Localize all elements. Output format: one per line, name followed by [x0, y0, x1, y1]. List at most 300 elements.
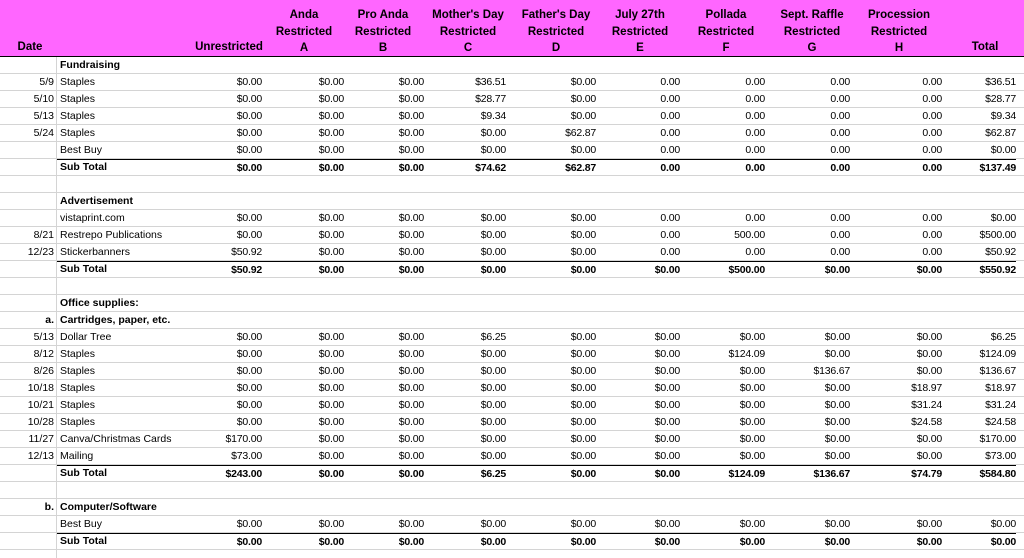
col-b-cell[interactable]: $0.00 — [398, 450, 424, 462]
header-col-e-l3: E — [636, 42, 644, 54]
col-c-cell[interactable]: $6.25 — [480, 331, 506, 343]
total-cell[interactable]: $28.77 — [985, 93, 1016, 105]
total-cell[interactable]: $73.00 — [985, 450, 1016, 462]
col-a-cell[interactable]: $0.00 — [318, 93, 344, 105]
col-c-cell[interactable]: $0.00 — [480, 382, 506, 394]
header-col-b[interactable] — [343, 7, 423, 57]
col-a-cell[interactable]: $0.00 — [318, 518, 344, 530]
total-cell[interactable]: $0.00 — [990, 212, 1016, 224]
description-cell[interactable]: Sub Total — [60, 535, 108, 547]
col-g-cell[interactable]: $0.00 — [824, 331, 850, 343]
col-e-cell[interactable]: 0.00 — [660, 144, 680, 156]
col-b-cell[interactable]: $0.00 — [398, 127, 424, 139]
total-cell[interactable]: $170.00 — [979, 433, 1016, 445]
date-cell[interactable]: 8/21 — [33, 229, 54, 241]
col-h-cell[interactable]: 0.00 — [922, 127, 942, 139]
header-col-g-l3: G — [807, 42, 817, 54]
col-h-cell[interactable]: $0.00 — [868, 261, 942, 278]
col-d-cell[interactable]: $0.00 — [570, 246, 596, 258]
col-a-cell[interactable]: $0.00 — [318, 450, 344, 462]
col-e-cell[interactable]: $0.00 — [654, 365, 680, 377]
date-cell[interactable]: 5/24 — [33, 127, 54, 139]
col-d-cell[interactable]: $0.00 — [570, 450, 596, 462]
date-cell[interactable]: 8/12 — [33, 348, 54, 360]
col-d-cell[interactable]: $0.00 — [570, 212, 596, 224]
col-e-cell[interactable]: $0.00 — [606, 533, 680, 550]
date-cell[interactable] — [0, 210, 56, 227]
description-cell[interactable]: Stickerbanners — [60, 246, 131, 258]
col-g-cell[interactable]: 0.00 — [830, 229, 850, 241]
date-cell[interactable]: 5/10 — [33, 93, 54, 105]
col-h-cell[interactable]: 0.00 — [922, 93, 942, 105]
section-label[interactable]: Advertisement — [60, 195, 133, 207]
subtotal-rule — [57, 533, 1016, 534]
col-d-cell[interactable]: $0.00 — [570, 365, 596, 377]
unrestricted-cell[interactable]: $0.00 — [236, 331, 262, 343]
col-f-cell[interactable]: 0.00 — [745, 93, 765, 105]
blank-row — [0, 482, 1024, 499]
table-row — [0, 210, 1024, 227]
header-col-a-l2: Restricted — [275, 25, 333, 38]
col-h-cell[interactable]: $0.00 — [916, 450, 942, 462]
col-c-cell[interactable]: $9.34 — [480, 110, 506, 122]
unrestricted-cell[interactable]: $0.00 — [188, 159, 262, 176]
col-d-cell[interactable]: $0.00 — [570, 399, 596, 411]
col-g-cell[interactable]: 0.00 — [830, 246, 850, 258]
col-g-cell[interactable]: $136.67 — [776, 465, 850, 482]
col-e-cell[interactable]: $0.00 — [654, 348, 680, 360]
col-d-cell[interactable]: $0.00 — [570, 110, 596, 122]
col-b-cell[interactable]: $0.00 — [398, 399, 424, 411]
col-g-cell[interactable]: 0.00 — [830, 76, 850, 88]
total-cell[interactable]: $18.97 — [985, 382, 1016, 394]
col-e-cell[interactable]: $0.00 — [654, 450, 680, 462]
col-b-cell[interactable]: $0.00 — [398, 365, 424, 377]
total-cell[interactable]: $0.00 — [990, 144, 1016, 156]
col-g-cell[interactable]: 0.00 — [776, 159, 850, 176]
header-col-e[interactable] — [602, 7, 678, 57]
col-g-cell[interactable]: $136.67 — [813, 365, 850, 377]
section-label[interactable]: Cartridges, paper, etc. — [60, 314, 171, 326]
col-b-cell[interactable]: $0.00 — [398, 348, 424, 360]
col-f-cell[interactable]: $0.00 — [739, 399, 765, 411]
col-b-cell[interactable]: $0.00 — [350, 465, 424, 482]
description-cell[interactable]: Staples — [60, 382, 96, 394]
col-b-cell[interactable]: $0.00 — [350, 533, 424, 550]
col-h-cell[interactable]: $74.79 — [868, 465, 942, 482]
date-cell[interactable]: 10/18 — [27, 382, 54, 394]
col-g-cell[interactable]: $0.00 — [824, 416, 850, 428]
col-a-cell[interactable]: $0.00 — [270, 261, 344, 278]
description-cell[interactable]: Restrepo Publications — [60, 229, 163, 241]
col-e-cell[interactable]: 0.00 — [660, 127, 680, 139]
col-h-cell[interactable]: 0.00 — [868, 159, 942, 176]
col-a-cell[interactable]: $0.00 — [318, 212, 344, 224]
col-c-cell[interactable]: $0.00 — [480, 416, 506, 428]
col-e-cell[interactable]: $0.00 — [654, 416, 680, 428]
description-cell[interactable]: Staples — [60, 365, 96, 377]
header-col-g[interactable] — [772, 7, 852, 57]
col-a-cell[interactable]: $0.00 — [270, 533, 344, 550]
header-unrestricted[interactable]: Unrestricted — [195, 41, 263, 53]
date-cell[interactable]: 5/13 — [33, 110, 54, 122]
col-c-cell[interactable]: $0.00 — [480, 348, 506, 360]
col-h-cell[interactable]: $0.00 — [916, 433, 942, 445]
description-cell[interactable]: Staples — [60, 76, 96, 88]
col-c-cell[interactable]: $0.00 — [480, 212, 506, 224]
col-f-cell[interactable]: $124.09 — [691, 465, 765, 482]
table-row — [0, 108, 1024, 125]
description-cell[interactable]: Sub Total — [60, 263, 108, 275]
date-cell[interactable]: 10/28 — [27, 416, 54, 428]
col-d-cell[interactable]: $0.00 — [570, 518, 596, 530]
total-cell[interactable]: $584.80 — [942, 465, 1016, 482]
date-cell[interactable]: 10/21 — [27, 399, 54, 411]
col-f-cell[interactable]: 0.00 — [745, 212, 765, 224]
col-a-cell[interactable]: $0.00 — [318, 331, 344, 343]
col-d-cell[interactable]: $62.87 — [565, 127, 596, 139]
col-e-cell[interactable]: 0.00 — [660, 229, 680, 241]
unrestricted-cell[interactable]: $0.00 — [236, 127, 262, 139]
col-g-cell[interactable]: 0.00 — [830, 93, 850, 105]
description-cell[interactable]: Staples — [60, 110, 96, 122]
unrestricted-cell[interactable]: $0.00 — [236, 416, 262, 428]
col-b-cell[interactable]: $0.00 — [398, 144, 424, 156]
col-f-cell[interactable]: $0.00 — [691, 533, 765, 550]
col-d-cell[interactable]: $0.00 — [570, 348, 596, 360]
col-a-cell[interactable]: $0.00 — [318, 365, 344, 377]
col-g-cell[interactable]: $0.00 — [824, 399, 850, 411]
col-b-cell[interactable]: $0.00 — [350, 159, 424, 176]
col-h-cell[interactable]: $0.00 — [916, 365, 942, 377]
col-e-cell[interactable]: 0.00 — [606, 159, 680, 176]
col-h-cell[interactable]: $0.00 — [916, 518, 942, 530]
col-g-cell[interactable]: 0.00 — [830, 127, 850, 139]
col-f-cell[interactable]: $0.00 — [739, 331, 765, 343]
unrestricted-cell[interactable]: $0.00 — [236, 144, 262, 156]
description-cell[interactable]: Staples — [60, 93, 96, 105]
total-cell[interactable]: $136.67 — [979, 365, 1016, 377]
total-cell[interactable]: $137.49 — [942, 159, 1016, 176]
col-a-cell[interactable]: $0.00 — [318, 433, 344, 445]
col-e-cell[interactable]: 0.00 — [660, 212, 680, 224]
date-cell[interactable]: 8/26 — [33, 365, 54, 377]
unrestricted-cell[interactable]: $0.00 — [236, 110, 262, 122]
table-row — [0, 414, 1024, 431]
table-row — [0, 142, 1024, 159]
col-f-cell[interactable]: 0.00 — [745, 246, 765, 258]
col-g-cell[interactable]: $0.00 — [824, 433, 850, 445]
description-cell[interactable]: Mailing — [60, 450, 94, 462]
col-a-cell[interactable]: $0.00 — [318, 229, 344, 241]
col-e-cell[interactable]: $0.00 — [654, 331, 680, 343]
col-a-cell[interactable]: $0.00 — [270, 465, 344, 482]
col-b-cell[interactable]: $0.00 — [398, 518, 424, 530]
col-c-cell[interactable]: $0.00 — [480, 450, 506, 462]
col-h-cell[interactable]: 0.00 — [922, 76, 942, 88]
total-cell[interactable]: $124.09 — [979, 348, 1016, 360]
description-cell[interactable]: Staples — [60, 348, 96, 360]
header-col-g-l2: Restricted — [783, 25, 841, 38]
col-b-cell[interactable]: $0.00 — [398, 382, 424, 394]
section-header-row — [0, 295, 1024, 312]
col-h-cell[interactable]: 0.00 — [922, 110, 942, 122]
unrestricted-cell[interactable]: $0.00 — [236, 229, 262, 241]
col-f-cell[interactable]: $0.00 — [739, 365, 765, 377]
unrestricted-cell[interactable]: $170.00 — [225, 433, 262, 445]
subtotal-row — [0, 465, 1024, 482]
date-cell[interactable] — [0, 193, 56, 210]
unrestricted-cell[interactable]: $0.00 — [188, 533, 262, 550]
col-e-cell[interactable]: $0.00 — [654, 399, 680, 411]
header-col-d[interactable] — [513, 7, 599, 57]
col-g-cell[interactable]: $0.00 — [776, 261, 850, 278]
col-d-cell[interactable]: $0.00 — [522, 465, 596, 482]
unrestricted-cell[interactable]: $0.00 — [236, 212, 262, 224]
col-f-cell[interactable]: 500.00 — [734, 229, 765, 241]
col-h-cell[interactable]: $0.00 — [916, 331, 942, 343]
col-a-cell[interactable]: $0.00 — [318, 110, 344, 122]
total-cell[interactable]: $24.58 — [985, 416, 1016, 428]
col-a-cell[interactable]: $0.00 — [318, 76, 344, 88]
col-f-cell[interactable]: $0.00 — [739, 382, 765, 394]
date-cell[interactable]: 5/13 — [33, 331, 54, 343]
col-f-cell[interactable]: 0.00 — [745, 144, 765, 156]
col-b-cell[interactable]: $0.00 — [398, 76, 424, 88]
col-f-cell[interactable]: $0.00 — [739, 518, 765, 530]
total-cell[interactable]: $550.92 — [942, 261, 1016, 278]
header-col-g-l1: Sept. Raffle — [780, 9, 844, 21]
col-g-cell[interactable]: $0.00 — [776, 533, 850, 550]
col-c-cell[interactable]: $0.00 — [480, 365, 506, 377]
header-col-e-l2: Restricted — [611, 25, 669, 38]
description-cell[interactable]: Sub Total — [60, 467, 108, 479]
col-h-cell[interactable]: $18.97 — [911, 382, 942, 394]
col-c-cell[interactable]: $0.00 — [480, 518, 506, 530]
total-cell[interactable]: $500.00 — [979, 229, 1016, 241]
col-d-cell[interactable]: $0.00 — [522, 261, 596, 278]
col-a-cell[interactable]: $0.00 — [318, 246, 344, 258]
col-c-cell[interactable]: $0.00 — [432, 533, 506, 550]
col-d-cell[interactable]: $0.00 — [570, 229, 596, 241]
header-total[interactable]: Total — [971, 41, 999, 53]
col-g-cell[interactable]: 0.00 — [830, 144, 850, 156]
date-cell[interactable]: a. — [45, 314, 54, 326]
col-b-cell[interactable]: $0.00 — [398, 331, 424, 343]
col-a-cell[interactable]: $0.00 — [318, 382, 344, 394]
col-h-cell[interactable]: $0.00 — [916, 348, 942, 360]
col-g-cell[interactable]: $0.00 — [824, 450, 850, 462]
table-row — [0, 91, 1024, 108]
col-c-cell[interactable]: $0.00 — [480, 127, 506, 139]
col-b-cell[interactable]: $0.00 — [398, 229, 424, 241]
description-cell[interactable]: Staples — [60, 416, 96, 428]
description-cell[interactable]: Staples — [60, 399, 96, 411]
col-f-cell[interactable]: $0.00 — [739, 450, 765, 462]
col-a-cell[interactable]: $0.00 — [270, 159, 344, 176]
col-f-cell[interactable]: $500.00 — [691, 261, 765, 278]
total-cell[interactable]: $36.51 — [985, 76, 1016, 88]
date-cell[interactable] — [0, 142, 56, 159]
subtotal-row — [0, 159, 1024, 176]
description-cell[interactable]: Canva/Christmas Cards — [60, 433, 172, 445]
col-c-cell[interactable]: $0.00 — [432, 261, 506, 278]
date-cell[interactable] — [0, 295, 56, 312]
total-cell[interactable]: $31.24 — [985, 399, 1016, 411]
col-b-cell[interactable]: $0.00 — [398, 110, 424, 122]
col-f-cell[interactable]: $0.00 — [739, 416, 765, 428]
col-e-cell[interactable]: 0.00 — [660, 76, 680, 88]
col-b-cell[interactable]: $0.00 — [350, 261, 424, 278]
col-d-cell[interactable]: $0.00 — [570, 93, 596, 105]
unrestricted-cell[interactable]: $0.00 — [236, 518, 262, 530]
col-c-cell[interactable]: $0.00 — [480, 399, 506, 411]
col-b-cell[interactable]: $0.00 — [398, 433, 424, 445]
col-e-cell[interactable]: 0.00 — [660, 110, 680, 122]
section-header-row — [0, 312, 1024, 329]
unrestricted-cell[interactable]: $73.00 — [231, 450, 262, 462]
col-c-cell[interactable]: $74.62 — [432, 159, 506, 176]
col-d-cell[interactable]: $0.00 — [522, 533, 596, 550]
col-c-cell[interactable]: $6.25 — [432, 465, 506, 482]
col-f-cell[interactable]: $124.09 — [728, 348, 765, 360]
date-cell[interactable]: b. — [44, 501, 54, 513]
col-b-cell[interactable]: $0.00 — [398, 416, 424, 428]
col-e-cell[interactable]: 0.00 — [660, 246, 680, 258]
col-a-cell[interactable]: $0.00 — [318, 399, 344, 411]
description-cell[interactable]: Dollar Tree — [60, 331, 112, 343]
col-a-cell[interactable]: $0.00 — [318, 127, 344, 139]
col-g-cell[interactable]: 0.00 — [830, 212, 850, 224]
col-a-cell[interactable]: $0.00 — [318, 144, 344, 156]
header-col-a[interactable] — [272, 7, 336, 57]
col-d-cell[interactable]: $0.00 — [570, 76, 596, 88]
unrestricted-cell[interactable]: $0.00 — [236, 93, 262, 105]
total-cell[interactable]: $0.00 — [990, 518, 1016, 530]
date-cell[interactable]: 12/23 — [27, 246, 54, 258]
col-g-cell[interactable]: $0.00 — [824, 348, 850, 360]
unrestricted-cell[interactable]: $243.00 — [188, 465, 262, 482]
col-d-cell[interactable]: $62.87 — [522, 159, 596, 176]
col-c-cell[interactable]: $0.00 — [480, 144, 506, 156]
col-b-cell[interactable]: $0.00 — [398, 246, 424, 258]
blank-row — [0, 176, 1024, 193]
date-cell[interactable] — [0, 261, 56, 278]
description-cell[interactable]: vistaprint.com — [60, 212, 125, 224]
col-c-cell[interactable]: $36.51 — [475, 76, 506, 88]
header-col-d-l1: Father's Day — [521, 9, 591, 21]
date-cell[interactable] — [0, 159, 56, 176]
unrestricted-cell[interactable]: $0.00 — [236, 382, 262, 394]
col-e-cell[interactable]: $0.00 — [654, 518, 680, 530]
col-f-cell[interactable]: 0.00 — [745, 110, 765, 122]
col-f-cell[interactable]: $0.00 — [739, 433, 765, 445]
col-d-cell[interactable]: $0.00 — [570, 144, 596, 156]
col-d-cell[interactable]: $0.00 — [570, 331, 596, 343]
section-label[interactable]: Office supplies: — [60, 297, 139, 309]
col-h-cell[interactable]: 0.00 — [922, 246, 942, 258]
col-a-cell[interactable]: $0.00 — [318, 416, 344, 428]
subtotal-rule — [57, 465, 1016, 466]
unrestricted-cell[interactable]: $0.00 — [236, 399, 262, 411]
description-cell[interactable]: Staples — [60, 127, 96, 139]
col-e-cell[interactable]: $0.00 — [606, 465, 680, 482]
description-cell[interactable]: Best Buy — [60, 518, 103, 530]
col-e-cell[interactable]: $0.00 — [606, 261, 680, 278]
header-col-e-l1: July 27th — [615, 9, 665, 21]
header-col-c[interactable] — [423, 7, 513, 57]
col-h-cell[interactable]: $31.24 — [911, 399, 942, 411]
col-c-cell[interactable]: $0.00 — [480, 433, 506, 445]
header-col-h[interactable] — [858, 7, 940, 57]
date-cell[interactable] — [0, 465, 56, 482]
col-b-cell[interactable]: $0.00 — [398, 212, 424, 224]
col-c-cell[interactable]: $28.77 — [475, 93, 506, 105]
table-row — [0, 380, 1024, 397]
date-cell[interactable]: 11/27 — [28, 433, 54, 445]
subtotal-row — [0, 533, 1024, 550]
col-h-cell[interactable]: 0.00 — [922, 144, 942, 156]
col-f-cell[interactable]: 0.00 — [745, 127, 765, 139]
col-f-cell[interactable]: 0.00 — [745, 76, 765, 88]
col-f-cell[interactable]: 0.00 — [691, 159, 765, 176]
col-e-cell[interactable]: 0.00 — [660, 93, 680, 105]
description-cell[interactable]: Best Buy — [60, 144, 103, 156]
col-g-cell[interactable]: $0.00 — [824, 518, 850, 530]
total-cell[interactable]: $9.34 — [990, 110, 1016, 122]
date-cell[interactable] — [0, 533, 56, 550]
unrestricted-cell[interactable]: $50.92 — [231, 246, 262, 258]
total-cell[interactable]: $0.00 — [942, 533, 1016, 550]
col-h-cell[interactable]: $0.00 — [868, 533, 942, 550]
col-d-cell[interactable]: $0.00 — [570, 382, 596, 394]
unrestricted-cell[interactable]: $0.00 — [236, 365, 262, 377]
header-col-c-l1: Mother's Day — [432, 9, 504, 21]
col-d-cell[interactable]: $0.00 — [570, 433, 596, 445]
unrestricted-cell[interactable]: $0.00 — [236, 348, 262, 360]
unrestricted-cell[interactable]: $0.00 — [236, 76, 262, 88]
date-cell[interactable]: 5/9 — [39, 76, 54, 88]
date-cell[interactable] — [0, 516, 56, 533]
header-col-a-l3: A — [299, 42, 309, 54]
description-cell[interactable]: Sub Total — [60, 161, 108, 173]
section-label[interactable]: Computer/Software — [60, 501, 157, 513]
header-col-b-l3: B — [378, 42, 388, 54]
col-d-cell[interactable]: $0.00 — [570, 416, 596, 428]
col-h-cell[interactable]: $24.58 — [911, 416, 942, 428]
section-label[interactable]: Fundraising — [60, 59, 121, 71]
col-g-cell[interactable]: 0.00 — [830, 110, 850, 122]
col-e-cell[interactable]: $0.00 — [654, 433, 680, 445]
header-date[interactable]: Date — [17, 41, 43, 53]
col-g-cell[interactable]: $0.00 — [824, 382, 850, 394]
col-b-cell[interactable]: $0.00 — [398, 93, 424, 105]
col-c-cell[interactable]: $0.00 — [480, 246, 506, 258]
header-col-f-l2: Restricted — [697, 25, 755, 38]
date-cell[interactable] — [0, 57, 56, 74]
col-e-cell[interactable]: $0.00 — [654, 382, 680, 394]
date-cell[interactable]: 12/13 — [27, 450, 54, 462]
col-c-cell[interactable]: $0.00 — [480, 229, 506, 241]
col-h-cell[interactable]: 0.00 — [922, 229, 942, 241]
total-cell[interactable]: $62.87 — [985, 127, 1016, 139]
total-cell[interactable]: $6.25 — [990, 331, 1016, 343]
col-h-cell[interactable]: 0.00 — [922, 212, 942, 224]
total-cell[interactable]: $50.92 — [985, 246, 1016, 258]
unrestricted-cell[interactable]: $50.92 — [188, 261, 262, 278]
header-col-f[interactable] — [688, 7, 764, 57]
col-a-cell[interactable]: $0.00 — [318, 348, 344, 360]
